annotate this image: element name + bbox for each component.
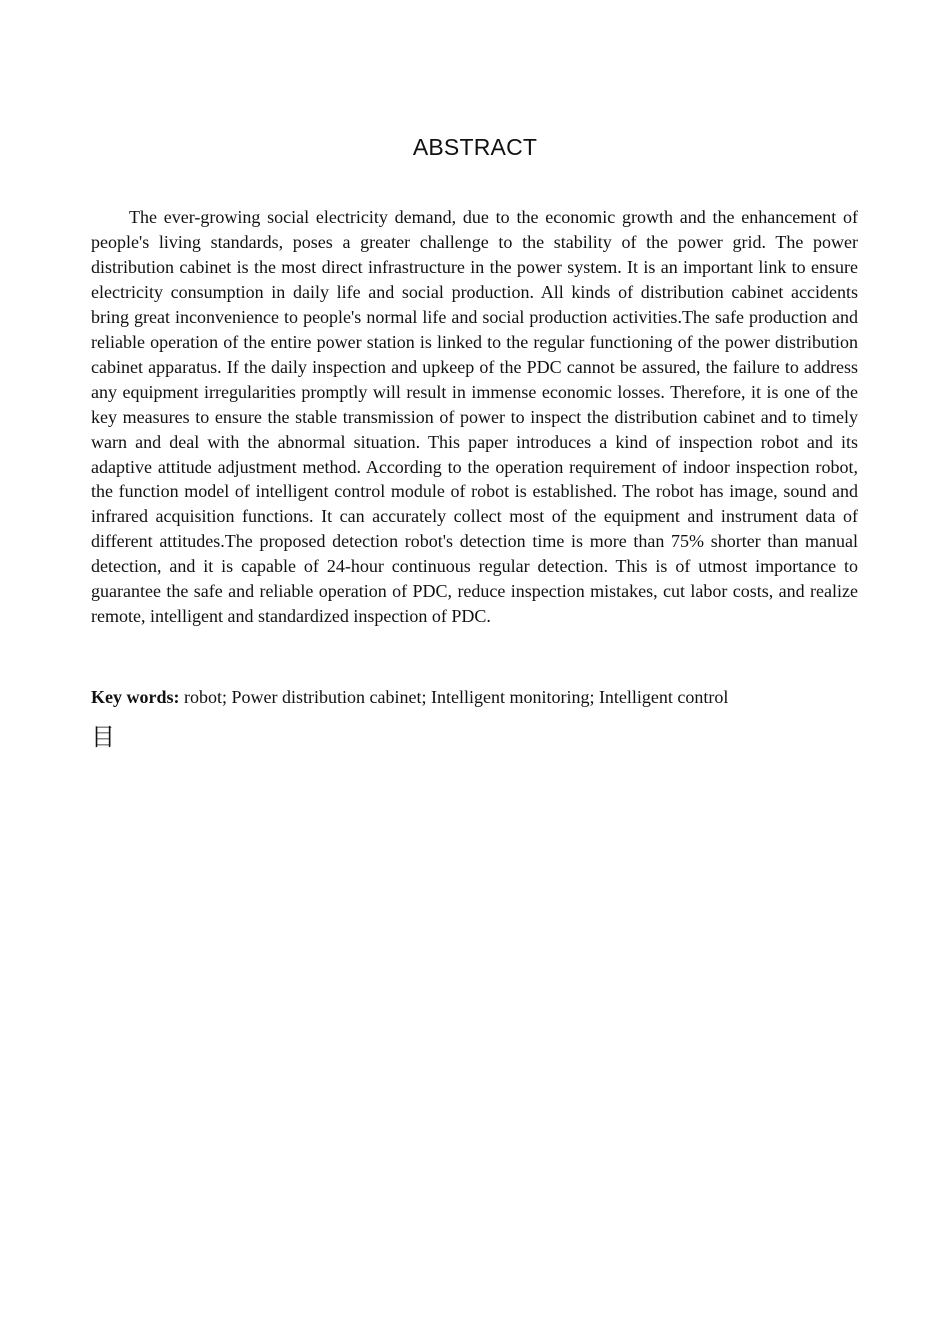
keywords-label: Key words: — [91, 687, 180, 707]
abstract-paragraph: The ever-growing social electricity demand, due to the economic growth and the enhancement of people's living standards, poses a greater challenge to the stability of the power grid. The power distribution cabinet is the most direct infrastructure in the power system. It is an important link to ensure electricity consumption in daily life and social production. All kinds of distribution cabinet accidents bring great inconvenience to people's normal life and social production activities.The safe production and reliable operation of the entire power station is linked to the regular functioning of the power distribution cabinet apparatus. If the daily inspection and upkeep of the PDC cannot be assured, the failure to address any equipment irregularities promptly will result in immense economic losses. Therefore, it is one of the key measures to ensure the stable transmission of power to inspect the distribution cabinet and to timely warn and deal with the abnormal situation. This paper introduces a kind of inspection robot and its adaptive attitude adjustment method. According to the operation requirement of indoor inspection robot, the function model of intelligent control module of robot is established. The robot has image, sound and infrared acquisition functions. It can accurately collect most of the equipment and instrument data of different attitudes.The proposed detection robot's detection time is more than 75% shorter than manual detection, and it is capable of 24-hour continuous regular detection. This is of utmost importance to guarantee the safe and reliable operation of PDC, reduce inspection mistakes, cut labor costs, and realize remote, intelligent and standardized inspection of PDC. — [91, 207, 858, 627]
keywords-text: robot; Power distribution cabinet; Intelligent monitoring; Intelligent control — [179, 687, 729, 707]
keywords-line — [91, 685, 891, 710]
abstract-title: ABSTRACT — [412, 134, 538, 160]
toc-heading-fragment: 目 — [91, 723, 115, 751]
